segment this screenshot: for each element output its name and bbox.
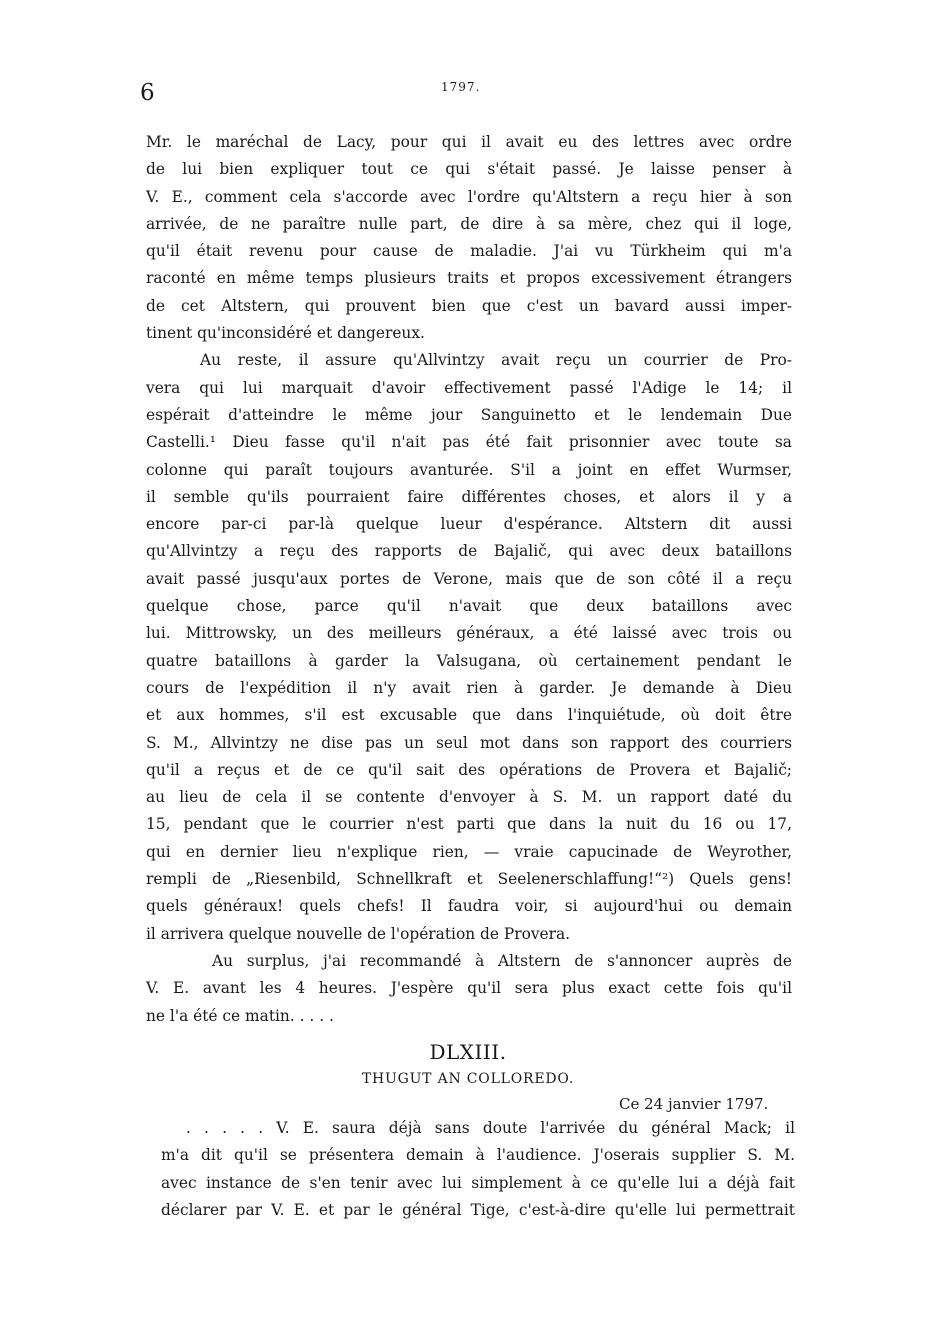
- running-head: 1797.: [441, 80, 481, 94]
- text-line: arrivée, de ne paraître nulle part, de dire à sa mère, chez qui il loge,: [146, 214, 792, 233]
- document-title-heading: THUGUT AN COLLOREDO.: [361, 1071, 575, 1087]
- text-line: rempli de „Riesenbild, Schnellkraft et Seelenerschlaffung!“²) Quels gens!: [146, 870, 792, 889]
- text-line: il arrivera quelque nouvelle de l'opération de Provera.: [146, 924, 571, 943]
- text-line: espérait d'atteindre le même jour Sanguinetto et le lendemain Due: [146, 405, 792, 424]
- second-letter-body: [161, 1115, 795, 1224]
- page-number: 6: [140, 80, 155, 106]
- text-line: vera qui lui marquait d'avoir effectivement passé l'Adige le 14; il: [146, 378, 792, 397]
- paragraph-start-line: Au reste, il assure qu'Allvintzy avait reçu un courrier de Pro-: [200, 351, 792, 370]
- text-line: qu'Allvintzy a reçu des rapports de Bajalič, qui avec deux bataillons: [146, 542, 792, 561]
- text-line: colonne qui paraît toujours avanturée. S'il a joint en effet Wurmser,: [146, 460, 792, 479]
- text-line: avec instance de s'en tenir avec lui simplement à ce qu'elle lui a déjà fait: [161, 1173, 795, 1192]
- text-line: qui en dernier lieu n'explique rien, — vraie capucinade de Weyrother,: [146, 842, 792, 861]
- text-line: Mr. le maréchal de Lacy, pour qui il avait eu des lettres avec ordre: [146, 133, 792, 151]
- text-line: cours de l'expédition il n'y avait rien à garder. Je demande à Dieu: [146, 678, 792, 697]
- document-number-heading: DLXIII.: [429, 1040, 507, 1064]
- text-line: Castelli.¹ Dieu fasse qu'il n'ait pas été fait prisonnier avec toute sa: [146, 433, 792, 452]
- text-line: tinent qu'inconsidéré et dangereux.: [146, 324, 425, 343]
- text-line: quels généraux! quels chefs! Il faudra voir, si aujourd'hui ou demain: [146, 897, 792, 916]
- text-line: qu'il était revenu pour cause de maladie. J'ai vu Türkheim qui m'a: [146, 242, 792, 261]
- text-line: lui. Mittrowsky, un des meilleurs généraux, a été laissé avec trois ou: [146, 624, 792, 643]
- text-line: 15, pendant que le courrier n'est parti que dans la nuit du 16 ou 17,: [146, 815, 792, 834]
- text-line: de cet Altstern, qui prouvent bien que c'est un bavard aussi imper-: [146, 296, 792, 315]
- paragraph-start-line: Au surplus, j'ai recommandé à Altstern de s'annoncer auprès de: [212, 951, 792, 970]
- text-line: quatre bataillons à garder la Valsugana, où certainement pendant le: [146, 651, 792, 670]
- text-line: encore par-ci par-là quelque lueur d'espérance. Altstern dit aussi: [146, 515, 792, 534]
- text-line: au lieu de cela il se contente d'envoyer à S. M. un rapport daté du: [146, 788, 792, 807]
- text-line: déclarer par V. E. et par le général Tige, c'est-à-dire qu'elle lui permettrait: [161, 1200, 795, 1219]
- text-line: avait passé jusqu'aux portes de Verone, mais que de son côté il a reçu: [146, 569, 792, 588]
- text-line: m'a dit qu'il se présentera demain à l'audience. J'oserais supplier S. M.: [161, 1146, 795, 1165]
- dateline: Ce 24 janvier 1797.: [619, 1095, 769, 1113]
- text-line: raconté en même temps plusieurs traits et propos excessivement étrangers: [146, 269, 792, 288]
- text-line: de lui bien expliquer tout ce qui s'était passé. Je laisse penser à: [146, 160, 792, 179]
- text-line: V. E., comment cela s'accorde avec l'ordre qu'Altstern a reçu hier à son: [146, 187, 792, 206]
- text-line: quelque chose, parce qu'il n'avait que deux bataillons avec: [146, 597, 792, 616]
- letter-body: [146, 129, 792, 1030]
- text-line: il semble qu'ils pourraient faire différentes choses, et alors il y a: [146, 487, 792, 506]
- text-line: qu'il a reçus et de ce qu'il sait des opérations de Provera et Bajalič;: [146, 760, 792, 779]
- paragraph-start-line: . . . . . V. E. saura déjà sans doute l'arrivée du général Mack; il: [186, 1119, 795, 1137]
- text-line: S. M., Allvintzy ne dise pas un seul mot dans son rapport des courriers: [146, 733, 792, 752]
- text-line: et aux hommes, s'il est excusable que dans l'inquiétude, où doit être: [146, 706, 792, 725]
- text-line: V. E. avant les 4 heures. J'espère qu'il sera plus exact cette fois qu'il: [146, 979, 792, 998]
- text-line: ne l'a été ce matin. . . . .: [146, 1006, 334, 1025]
